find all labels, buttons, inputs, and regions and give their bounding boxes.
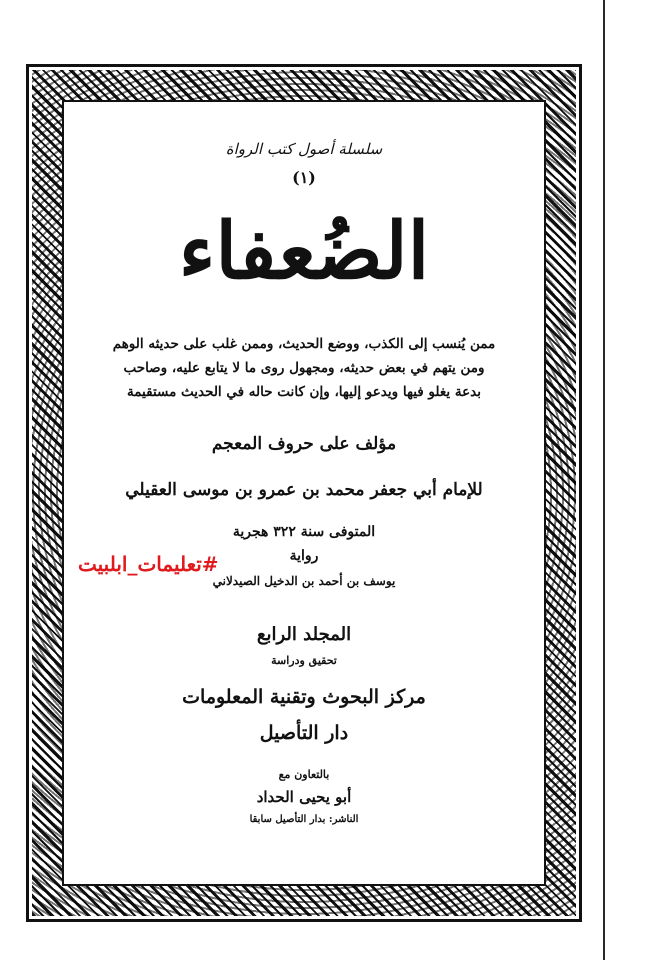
cooperating-publisher-note: الناشر: بدار التأصيل سابقا (249, 814, 359, 825)
volume-label: المجلد الرابع (256, 624, 352, 645)
author-name: للإمام أبي جعفر محمد بن عمرو بن موسى العقيلي (125, 480, 483, 500)
description-line-1: ممن يُنسب إلى الكذب، ووضع الحديث، وممن غلب على حديثه الوهم (112, 336, 496, 352)
title-page (66, 104, 542, 882)
cooperation-label: بالتعاون مع (278, 768, 330, 781)
hashtag-watermark: #تعليمات_ابلبيت (78, 552, 219, 576)
narrator-name: يوسف بن أحمد بن الدخيل الصيدلاني (212, 574, 396, 588)
verification-label: تحقيق ودراسة (271, 654, 337, 667)
arrangement-note: مؤلف على حروف المعجم (211, 434, 397, 454)
page-edge-line (603, 0, 605, 960)
author-death-date: المتوفى سنة ٣٢٢ هجرية (232, 524, 376, 540)
series-number: (١) (292, 168, 316, 187)
cooperating-publisher: أبو يحيى الحداد (256, 788, 352, 806)
research-center-name: مركز البحوث وتقنية المعلومات (182, 686, 426, 708)
book-title: الضُعفاء (178, 206, 430, 297)
description-line-2: ومن يتهم في بعض حديثه، ومجهول روى ما لا يتابع عليه، وصاحب (123, 360, 485, 376)
description-line-3: بدعة يغلو فيها ويدعو إليها، وإن كانت حاله في الحديث مستقيمة (127, 384, 481, 400)
publisher-name: دار التأصيل (259, 722, 349, 744)
series-title: سلسلة أصول كتب الرواة (225, 140, 383, 158)
narration-label: رواية (289, 548, 319, 564)
